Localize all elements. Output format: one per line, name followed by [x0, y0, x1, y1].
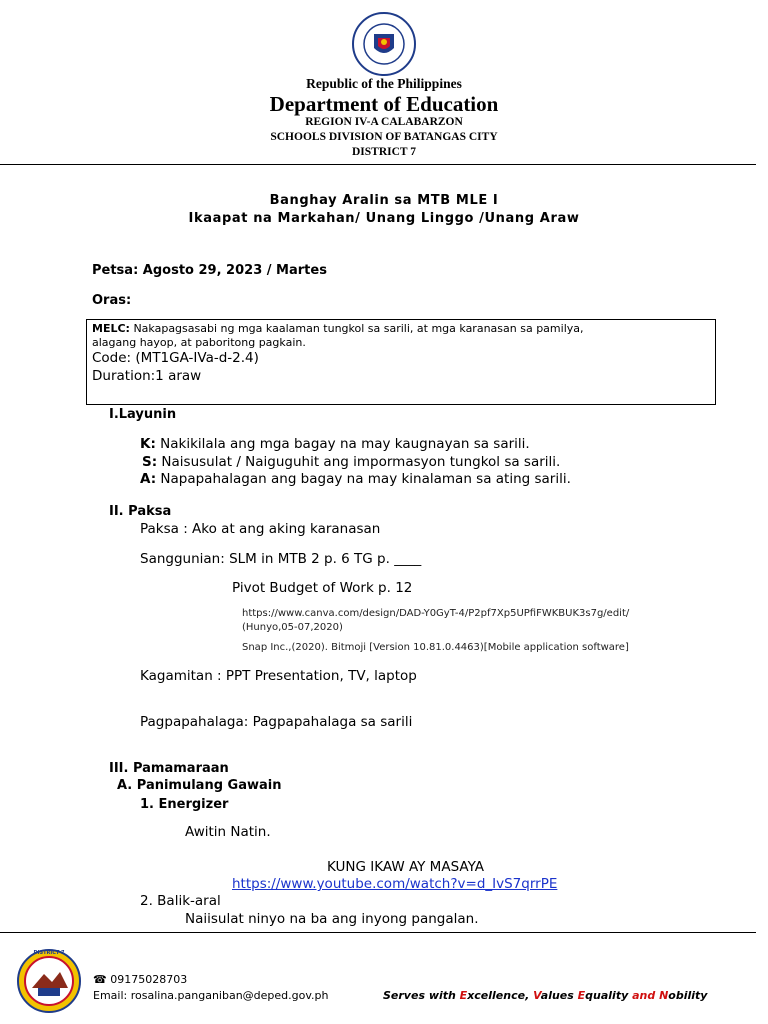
youtube-link[interactable]: https://www.youtube.com/watch?v=d_IvS7qrrPE: [232, 876, 558, 892]
footer-divider: [0, 932, 756, 933]
motto-segment: Serves with: [383, 989, 460, 1002]
region-line: REGION IV-A CALABARZON: [305, 116, 463, 128]
reference-canva-link: https://www.canva.com/design/DAD-Y0GyT-4/P2pf7Xp5UPfiFWKBUK3s7g/edit/: [242, 608, 630, 619]
motto-segment: E: [459, 989, 468, 1002]
panimulang-gawain-heading: A. Panimulang Gawain: [117, 778, 282, 793]
petsa-line: Petsa: Agosto 29, 2023 / Martes: [92, 263, 327, 278]
phone-line: [93, 973, 187, 986]
balik-aral-heading: 2. Balik-aral: [140, 893, 221, 909]
paksa-line: Paksa : Ako at ang aking karanasan: [140, 521, 381, 537]
reference-date: (Hunyo,05-07,2020): [242, 622, 343, 633]
oras-line: Oras:: [92, 293, 132, 308]
pamamaraan-heading: III. Pamamaraan: [109, 761, 229, 776]
motto-segment: alues: [540, 989, 578, 1002]
division-line: SCHOOLS DIVISION OF BATANGAS CITY: [270, 131, 498, 143]
lesson-subtitle: Ikaapat na Markahan/ Unang Linggo /Unang Araw: [188, 211, 580, 226]
district-logo-text: DISTRICT 7: [33, 950, 65, 956]
sanggunian-line: Sanggunian: SLM in MTB 2 p. 6 TG p. ____: [140, 551, 422, 567]
melc-code: Code: (MT1GA-IVa-d-2.4): [92, 350, 259, 366]
motto-segment: xcellence,: [467, 989, 534, 1002]
awitin-line: Awitin Natin.: [185, 824, 271, 840]
header-divider: [0, 164, 756, 165]
kagamitan-line: Kagamitan : PPT Presentation, TV, laptop: [140, 668, 417, 684]
department-title: Department of Education: [269, 92, 499, 116]
layunin-text: Nakikilala ang mga bagay na may kaugnayan sa sarili.: [155, 436, 530, 452]
melc-duration: Duration:1 araw: [92, 368, 202, 384]
motto-segment: E: [577, 989, 586, 1002]
deped-seal: [352, 12, 416, 76]
layunin-item-a: [140, 471, 571, 487]
melc-text-line1: [92, 322, 584, 335]
motto-segment: obility: [668, 989, 708, 1002]
layunin-key: A:: [140, 471, 157, 487]
paksa-heading: II. Paksa: [109, 504, 172, 519]
melc-text-line2: alagang hayop, at paboritong pagkain.: [92, 336, 306, 349]
lesson-title: Banghay Aralin sa MTB MLE I: [269, 193, 499, 208]
layunin-key: K:: [140, 436, 156, 452]
pivot-line: Pivot Budget of Work p. 12: [232, 580, 413, 596]
motto-segment: and: [632, 989, 660, 1002]
melc-label: MELC:: [92, 322, 130, 335]
motto-segment: quality: [585, 989, 633, 1002]
naisulat-line: Naiisulat ninyo na ba ang inyong pangalan.: [185, 911, 479, 927]
district-logo: [16, 948, 82, 1014]
district-line: DISTRICT 7: [351, 146, 417, 158]
phone-number: 09175028703: [110, 973, 188, 986]
song-title: KUNG IKAW AY MASAYA: [327, 859, 485, 875]
layunin-text: Napapahalagan ang bagay na may kinalaman sa ating sarili.: [156, 471, 571, 487]
reference-bitmoji: Snap Inc.,(2020). Bitmoji [Version 10.81.0.4463)[Mobile application software]: [242, 642, 629, 653]
layunin-item-s: [142, 454, 560, 470]
energizer-heading: 1. Energizer: [140, 797, 229, 812]
phone-icon: ☎: [93, 973, 107, 986]
motto: [383, 989, 707, 1002]
layunin-text: Naisusulat / Naiguguhit ang impormasyon tungkol sa sarili.: [157, 454, 561, 470]
layunin-heading: I.Layunin: [109, 407, 177, 422]
layunin-key: S:: [142, 454, 158, 470]
email-line: Email: rosalina.panganiban@deped.gov.ph: [93, 989, 329, 1002]
layunin-item-k: [140, 436, 530, 452]
pagpapahalaga-line: Pagpapahalaga: Pagpapahalaga sa sarili: [140, 714, 413, 730]
republic-line: Republic of the Philippines: [306, 76, 462, 91]
melc-text: Nakapagsasabi ng mga kaalaman tungkol sa sarili, at mga karanasan sa pamilya,: [129, 322, 584, 335]
motto-segment: N: [659, 989, 669, 1002]
motto-segment: V: [533, 989, 541, 1002]
